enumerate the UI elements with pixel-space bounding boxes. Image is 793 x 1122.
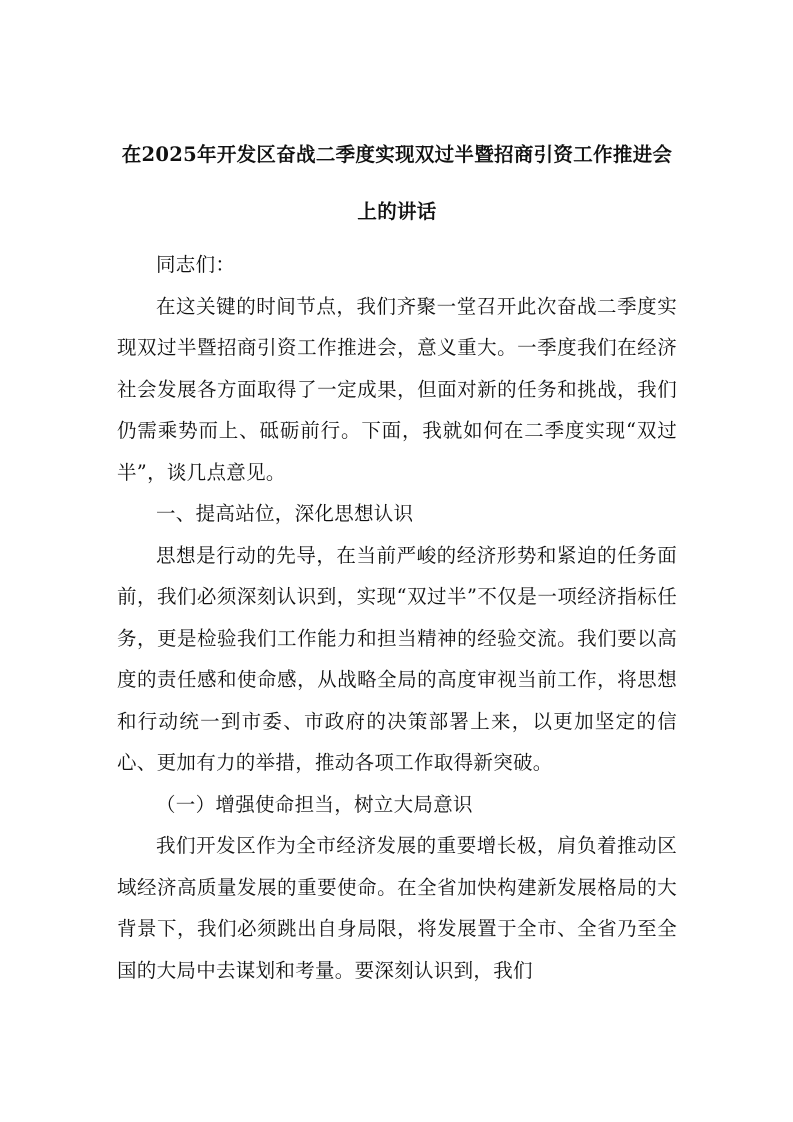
salutation: 同志们： <box>156 253 236 276</box>
subsection-1-paragraph: 我们开发区作为全市经济发展的重要增长极，肩负着推动区域经济高质量发展的重要使命。在全省加快构建新发展格局的大背景下，我们必须跳出自身局限，将发展置于全市、全省乃至全国的大局中去谋划和考量。要深刻认识到，我们 <box>117 834 677 982</box>
document-title: 在2025年开发区奋战二季度实现双过半暨招商引资工作推进会上的讲话 <box>121 143 673 223</box>
document-body <box>117 244 677 991</box>
subsection-heading-1: （一）增强使命担当，树立大局意识 <box>156 792 473 816</box>
section-heading-1: 一、提高站位，深化思想认识 <box>156 502 414 525</box>
intro-paragraph: 在这关键的时间节点，我们齐聚一堂召开此次奋战二季度实现双过半暨招商引资工作推进会，意义重大。一季度我们在经济社会发展各方面取得了一定成果，但面对新的任务和挑战，我们仍需乘势而上、砥砺前行。下面，我就如何在二季度实现“双过半”，谈几点意见。 <box>117 294 677 484</box>
section-1-paragraph: 思想是行动的先导，在当前严峻的经济形势和紧迫的任务面前，我们必须深刻认识到，实现“双过半”不仅是一项经济指标任务，更是检验我们工作能力和担当精神的经验交流。我们要以高度的责任感和使命感，从战略全局的高度审视当前工作，将思想和行动统一到市委、市政府的决策部署上来，以更加坚定的信心、更加有力的举措，推动各项工作取得新突破。 <box>117 543 677 774</box>
